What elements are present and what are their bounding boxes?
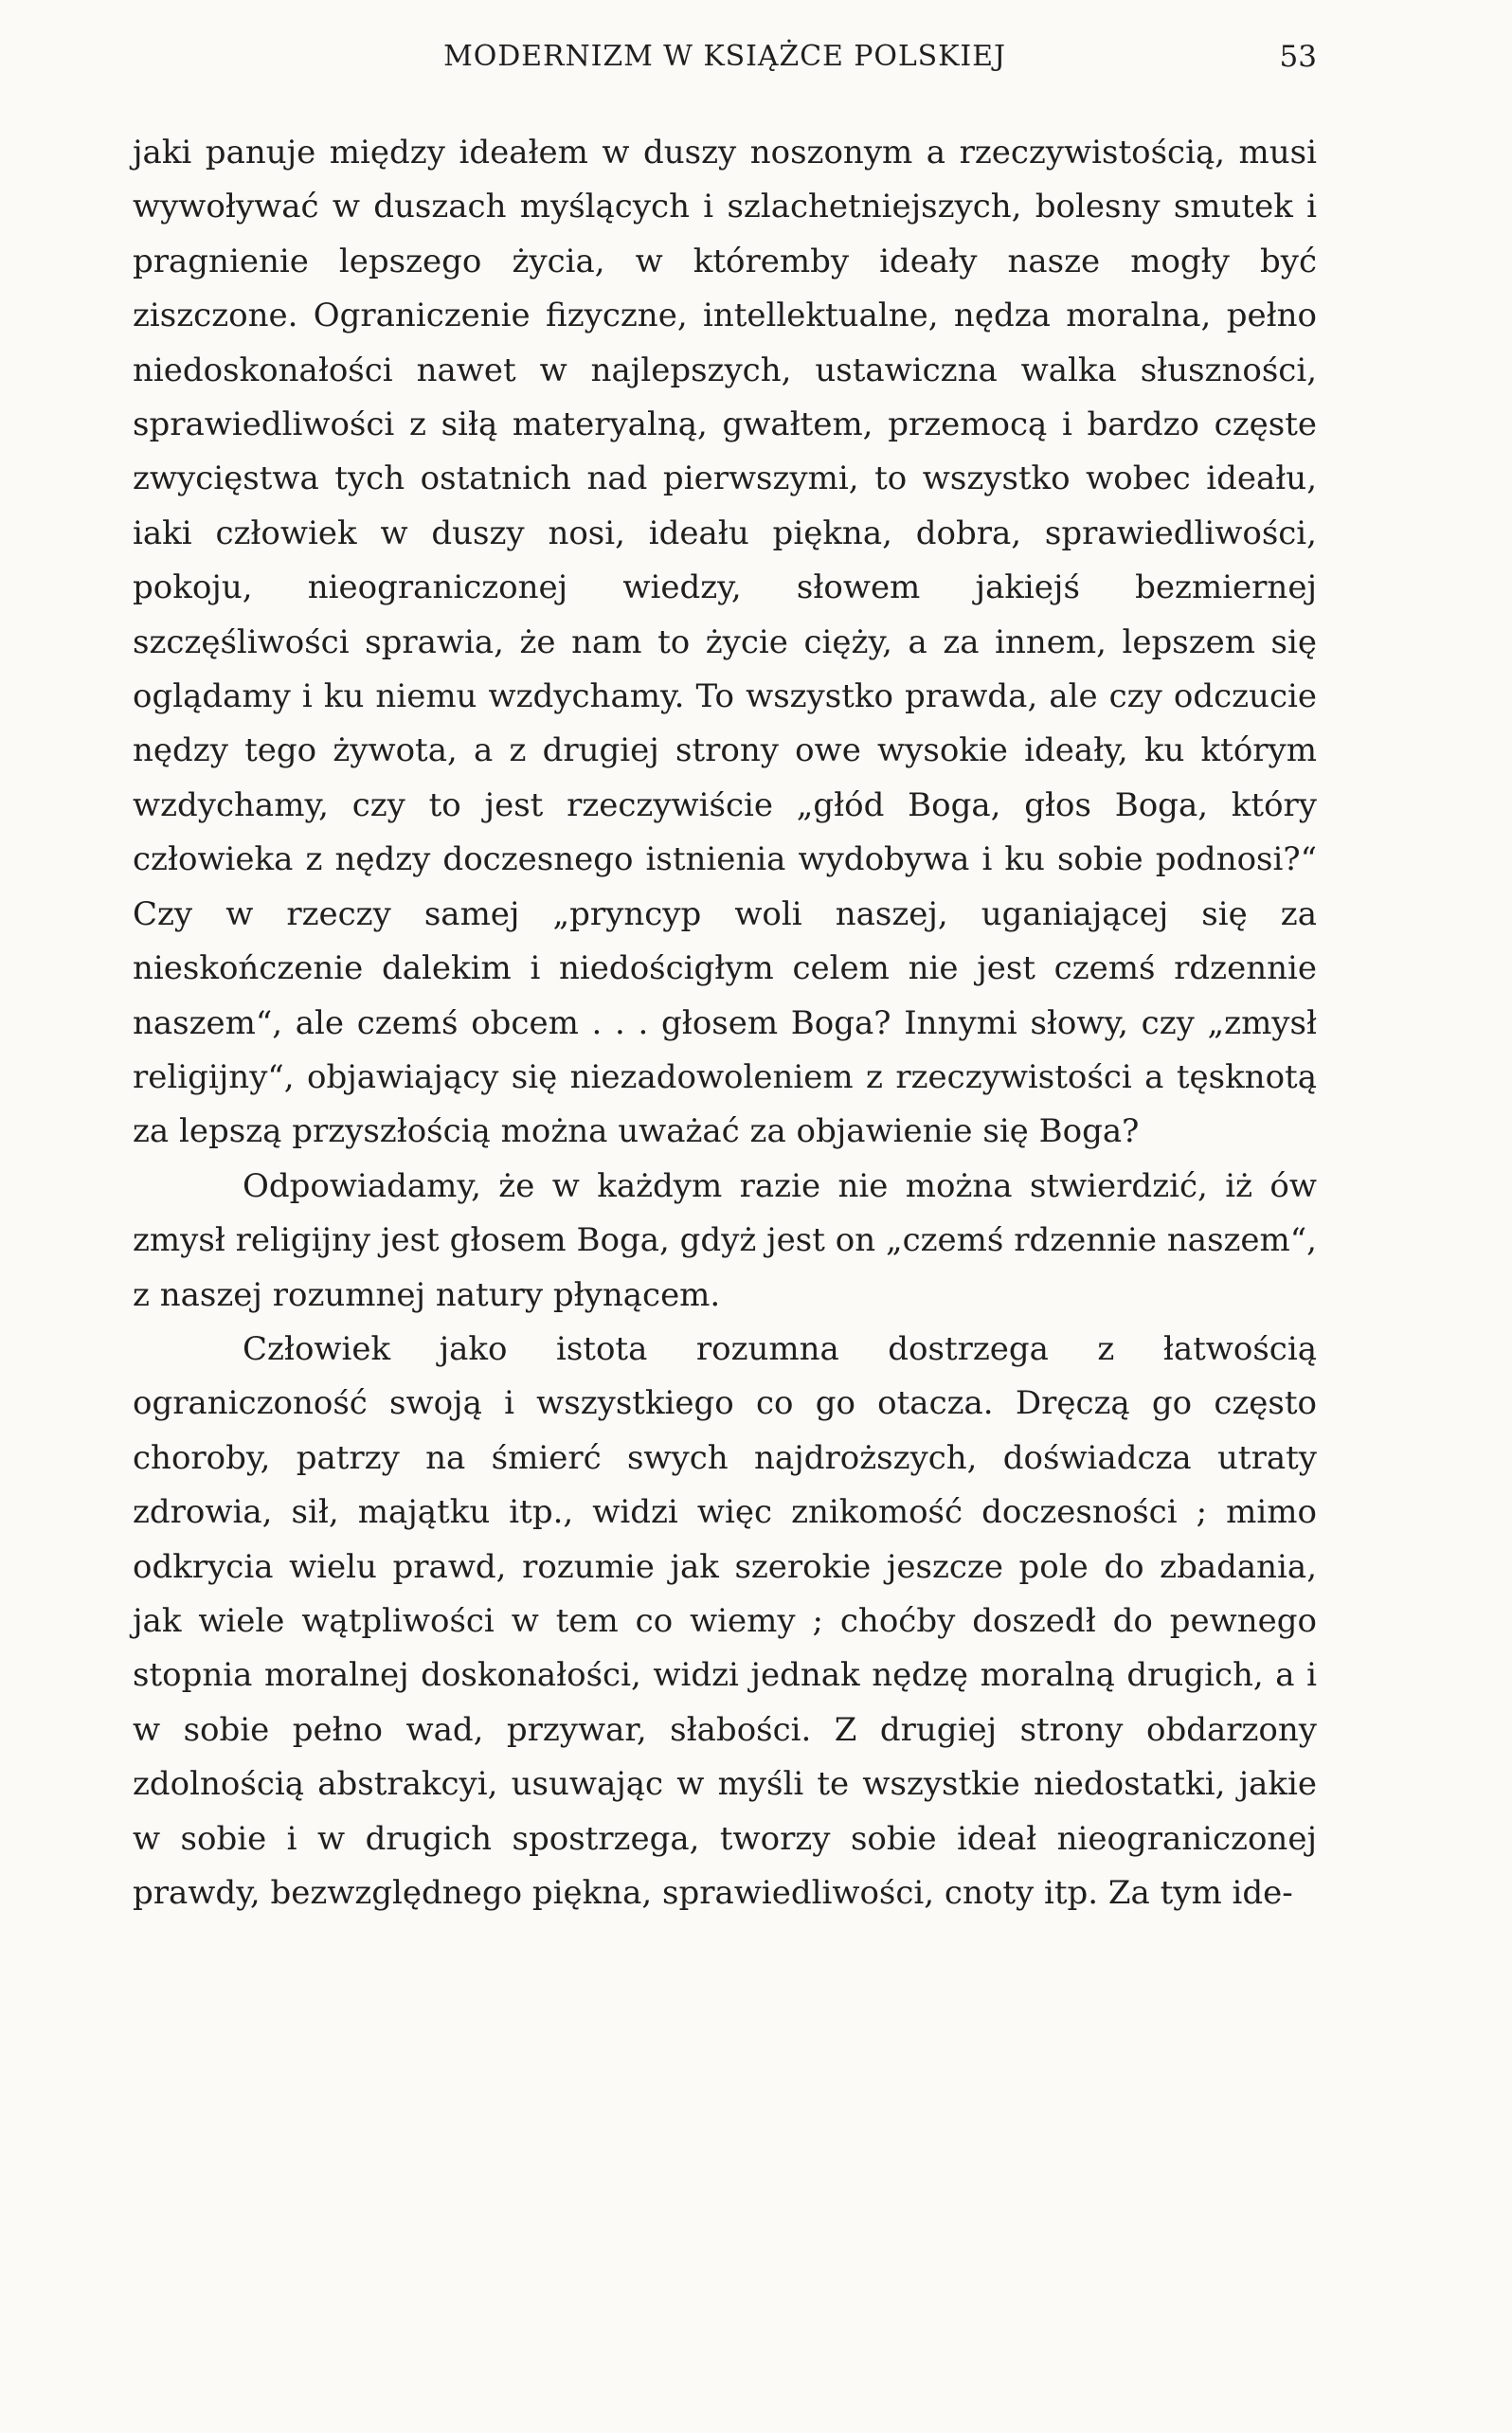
page-header <box>133 32 1317 81</box>
paragraph-3: Człowiek jako istota rozumna dostrzega z łatwością ograniczoność swoją i wszystkiego co go otacza. Dręczą go często choroby, patrzy na śmierć swych najdroższych, doświadcza utraty zdrowia, sił, majątku itp., widzi więc znikomość doczesności ; mimo odkrycia wielu prawd, rozumie jak szerokie jeszcze pole do zbadania, jak wiele wątpliwości w tem co wiemy ; choćby doszedł do pewnego stopnia moralnej doskonałości, widzi jednak nędzę moralną drugich, a i w sobie pełno wad, przywar, słabości. Z drugiej strony obdarzony zdolnością abstrakcyi, usuwając w myśli te wszystkie niedostatki, jakie w sobie i w drugich spostrzega, tworzy sobie ideał nieograniczonej prawdy, bezwzględnego piękna, sprawiedliwości, cnoty itp. Za tym ide- <box>133 1329 1317 1912</box>
paragraph-1: jaki panuje między ideałem w duszy noszonym a rzeczywistością, musi wywoływać w duszach myślących i szlachetniejszych, bolesny smutek i pragnienie lepszego życia, w któremby ideały nasze mogły być ziszczone. Ograniczenie fizyczne, intellektualne, nędza moralna, pełno niedoskonałości nawet w najlepszych, ustawiczna walka słuszności, sprawiedliwości z siłą materyalną, gwałtem, przemocą i bardzo częste zwycięstwa tych ostatnich nad pierwszymi, to wszystko wobec ideału, iaki człowiek w duszy nosi, ideału piękna, dobra, sprawiedliwości, pokoju, nieograniczonej wiedzy, słowem jakiejś bezmiernej szczęśliwości sprawia, że nam to życie cięży, a za innem, lepszem się oglądamy i ku niemu wzdychamy. To wszystko prawda, ale czy odczucie nędzy tego żywota, a z drugiej strony owe wysokie ideały, ku którym wzdychamy, czy to jest rzeczywiście „głód Boga, głos Boga, który człowieka z nędzy doczesnego istnienia wydobywa i ku sobie podnosi?“ Czy w rzeczy samej „pryncyp woli naszej, uganiającej się za nieskończenie dalekim i niedościgłym celem nie jest czemś rdzennie naszem“, ale czemś obcem . . . głosem Boga? Innymi słowy, czy „zmysł religijny“, objawiający się niezadowoleniem z rzeczywistości a tęsknotą za lepszą przyszłością można uważać za objawienie się Boga? <box>133 134 1317 1151</box>
page-number: 53 <box>1279 40 1317 74</box>
running-title: MODERNIZM W KSIĄŻCE POLSKIEJ <box>443 40 1006 73</box>
paragraph-2: Odpowiadamy, że w każdym razie nie można stwierdzić, iż ów zmysł religijny jest głosem Boga, gdyż jest on „czemś rdzennie naszem“, z naszej rozumnej natury płynącem. <box>133 1166 1317 1314</box>
page-body <box>133 126 1317 1920</box>
